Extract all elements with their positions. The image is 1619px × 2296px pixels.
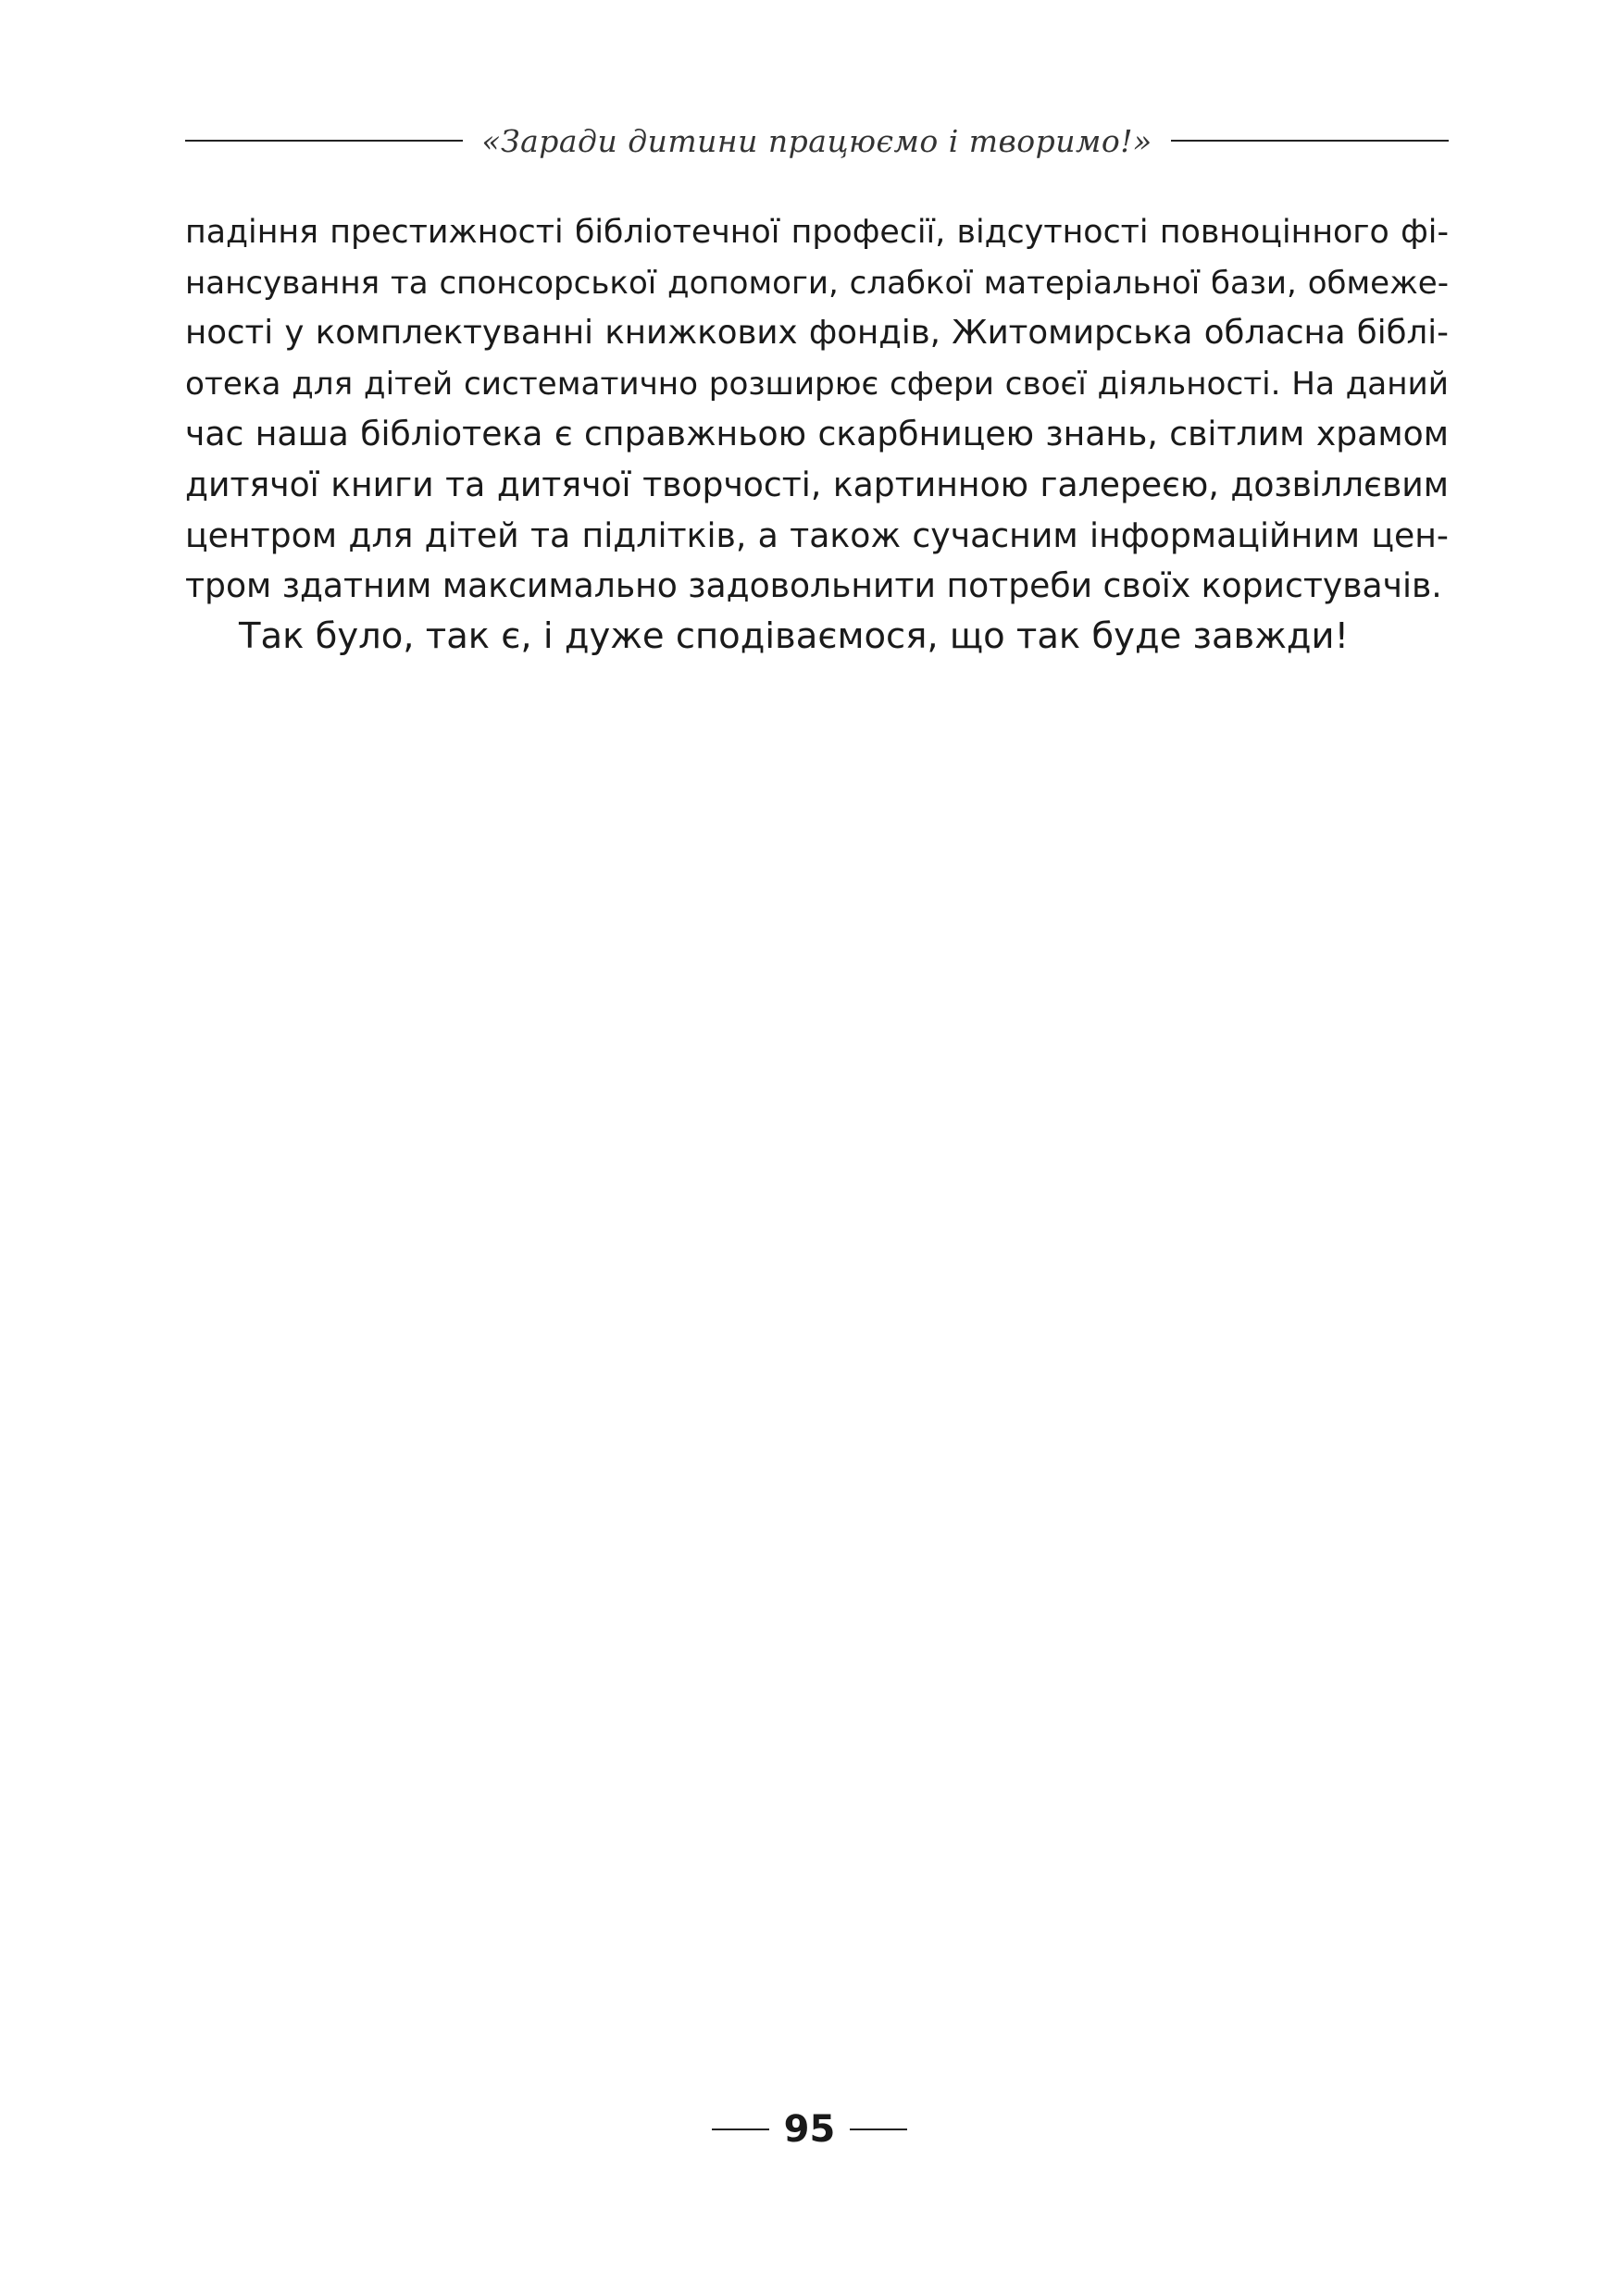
paragraph-line: отека для дітей систематично розширює сфери своєї діяльності. На даний: [185, 365, 1449, 403]
page-number-rule-left: [712, 2128, 769, 2130]
header-rule-right: [1171, 140, 1449, 142]
paragraph-line: центром для дітей та підлітків, а також сучасним інформаційним цен-: [185, 515, 1449, 555]
body-text: [185, 207, 1449, 662]
paragraph-line: падіння престижності бібліотечної професії, відсутності повноцінного фі-: [185, 214, 1449, 251]
paragraph-line: нансування та спонсорської допомоги, слабкої матеріальної бази, обмеже-: [185, 264, 1449, 302]
paragraph-line: тром здатним максимально задовольнити потреби своїх користувачів.: [185, 565, 1442, 606]
paragraph-1: [185, 207, 1449, 612]
paragraph-line: дитячої книги та дитячої творчості, картинною галереєю, дозвіллєвим: [185, 464, 1449, 504]
page-number: 95: [783, 2108, 836, 2151]
page-number-rule-right: [850, 2128, 907, 2130]
paragraph-line: ності у комплектуванні книжкових фондів, Житомирська обласна біблі-: [185, 314, 1449, 353]
page-footer: [0, 2108, 1619, 2151]
paragraph-2: Так було, так є, і дуже сподіваємося, що так буде завжди!: [239, 614, 1350, 657]
header-rule-left: [185, 140, 463, 142]
header-title: «Заради дитини працюємо і творимо!»: [481, 122, 1152, 159]
paragraph-line: час наша бібліотека є справжньою скарбницею знань, світлим храмом: [185, 414, 1449, 454]
running-header: [185, 118, 1449, 163]
